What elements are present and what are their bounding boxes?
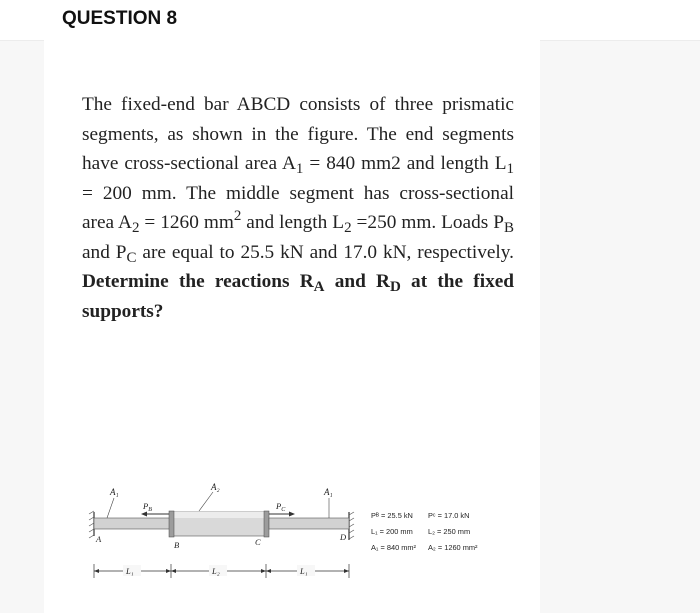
- question-text-part: The fixed-end bar ABCD consists of three prismatic segments, as shown in the figure. The end segments have cross-sectional area A: [82, 94, 514, 174]
- question-text-part: = 840 mm2 and length L: [303, 153, 507, 174]
- question-text-part: and length L: [241, 212, 345, 233]
- label-a1-left: A₁: [110, 487, 119, 497]
- superscript: 2: [233, 208, 242, 224]
- subscript: 1: [295, 161, 304, 177]
- collar-b: [169, 511, 174, 537]
- label-a1-right: A₁: [324, 487, 333, 497]
- given-l2: L₂ = 250 mm: [428, 527, 471, 536]
- label-pc: [275, 501, 286, 513]
- collar-c: [264, 511, 269, 537]
- given-pb: Pᴮ = 25.5 kN: [371, 511, 413, 520]
- question-title: QUESTION 8: [62, 8, 178, 29]
- subscript: 2: [344, 220, 352, 236]
- prompt-part: at the fixed supports?: [82, 271, 514, 322]
- left-support: [89, 511, 94, 538]
- subscript: 2: [131, 220, 140, 236]
- question-text: [82, 90, 514, 326]
- label-l1-right: L₁: [300, 566, 308, 576]
- subscript: B: [503, 220, 514, 236]
- question-text-part: and P: [82, 241, 127, 263]
- leader-a2: [199, 492, 213, 511]
- label-point-a: A: [96, 534, 102, 544]
- bar-diagram: [85, 478, 520, 586]
- subscript: D: [389, 279, 401, 295]
- label-point-c: C: [255, 537, 261, 547]
- label-l2: L₂: [212, 566, 220, 576]
- subscript: 1: [506, 161, 514, 177]
- label-pb: [142, 501, 152, 513]
- segment-bc-highlight: [172, 512, 266, 518]
- label-pb-main: P: [143, 501, 149, 511]
- question-text-part: =250 mm. Loads P: [351, 212, 504, 233]
- label-a2: A₂: [211, 482, 220, 492]
- label-point-d: D: [340, 532, 347, 542]
- label-l1-left: L₁: [126, 566, 134, 576]
- segment-cd: [269, 518, 349, 529]
- load-pb-arrow: [141, 512, 169, 517]
- bar-figure: [85, 478, 520, 586]
- right-support: [349, 512, 354, 540]
- question-prompt: [82, 271, 514, 322]
- given-l1: L₁ = 200 mm: [371, 527, 413, 536]
- label-pc-sub: C: [281, 507, 286, 513]
- header-bar: [0, 0, 700, 41]
- given-a2: A₂ = 1260 mm²: [428, 543, 478, 552]
- question-text-part: = 1260 mm: [139, 212, 234, 233]
- subscript: C: [126, 249, 137, 266]
- label-pc-main: P: [276, 501, 282, 511]
- label-point-b: B: [174, 540, 180, 550]
- subscript: A: [313, 279, 325, 295]
- prompt-part: Determine the reactions R: [82, 271, 314, 292]
- question-text-part: are equal to 25.5 kN and 17.0 kN, respectively.: [136, 241, 514, 263]
- question-text-part: = 200 mm. The middle segment has cross-sectional area A: [82, 182, 514, 233]
- segment-ab: [94, 518, 172, 529]
- given-a1: A₁ = 840 mm²: [371, 543, 417, 552]
- prompt-part: and R: [324, 271, 390, 292]
- given-pc: Pᶜ = 17.0 kN: [428, 511, 470, 520]
- label-pb-sub: B: [148, 507, 152, 513]
- leader-a1-left: [107, 498, 114, 518]
